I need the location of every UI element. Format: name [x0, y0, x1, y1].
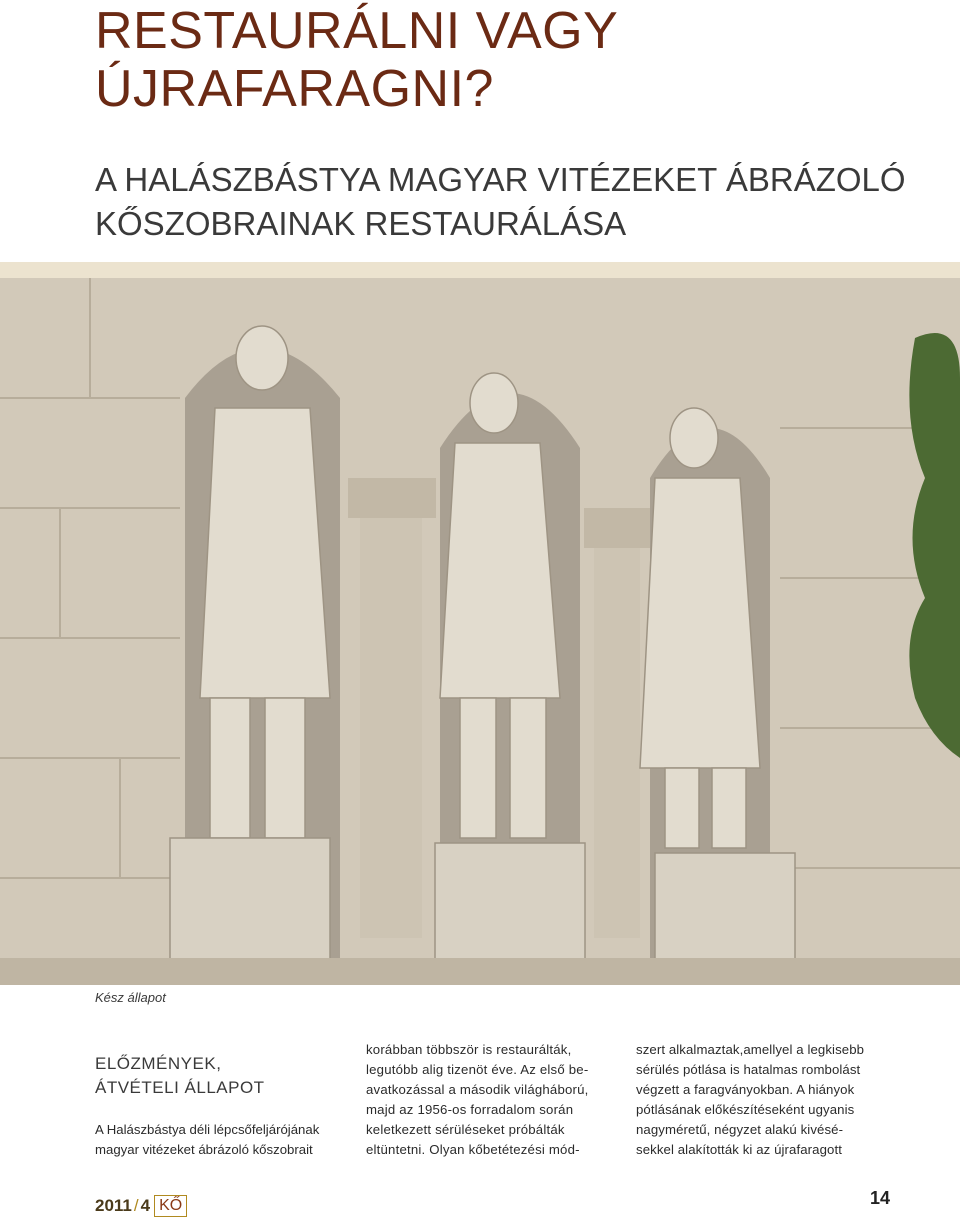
text-line: keletkezett sérüléseket próbálták: [366, 1122, 565, 1137]
text-line: szert alkalmaztak,amellyel a legkisebb: [636, 1042, 865, 1057]
footer-year: 2011: [95, 1196, 132, 1215]
footer-separator: /: [133, 1196, 139, 1215]
text-line: sérülés pótlása is hatalmas rombolást: [636, 1062, 861, 1077]
decorative-band: [0, 262, 960, 278]
magazine-logo: KŐ: [154, 1195, 187, 1217]
text-line: végzett a faragványokban. A hiányok: [636, 1082, 855, 1097]
text-line: nagyméretű, négyzet alakú kivésé-: [636, 1122, 844, 1137]
statues-illustration: [0, 278, 960, 985]
article-title: RESTAURÁLNI VAGY ÚJRAFARAGNI?: [95, 2, 618, 118]
text-line: majd az 1956-os forradalom során: [366, 1102, 574, 1117]
text-column-1: [95, 1120, 357, 1160]
article-subtitle: A HALÁSZBÁSTYA MAGYAR VITÉZEKET ÁBRÁZOLÓ KŐSZOBRAINAK RESTAURÁLÁSA: [95, 161, 906, 242]
text-column-2: [366, 1040, 618, 1160]
text-line: avatkozással a második világháború,: [366, 1082, 589, 1097]
photo-caption: Kész állapot: [95, 990, 166, 1005]
text-column-3: [636, 1040, 892, 1160]
section-heading-line-2: ÁTVÉTELI ÁLLAPOT: [95, 1078, 265, 1097]
statues-photo: [0, 278, 960, 985]
text-line: sekkel alakították ki az újrafaragott: [636, 1142, 843, 1157]
section-heading-line-1: ELŐZMÉNYEK,: [95, 1054, 222, 1073]
footer-issue-number: 4: [140, 1196, 151, 1215]
footer-issue: [95, 1195, 187, 1217]
text-line: magyar vitézeket ábrázoló kőszobrait: [95, 1142, 313, 1157]
text-line: eltüntetni. Olyan kőbetétezési mód-: [366, 1142, 580, 1157]
section-heading: [95, 1052, 355, 1100]
page-number: 14: [870, 1188, 891, 1208]
text-line: A Halászbástya déli lépcsőfeljárójának: [95, 1122, 320, 1137]
text-line: legutóbb alig tizenöt éve. Az első be-: [366, 1062, 589, 1077]
text-line: pótlásának előkészítéseként ugyanis: [636, 1102, 855, 1117]
text-line: korábban többször is restaurálták,: [366, 1042, 572, 1057]
